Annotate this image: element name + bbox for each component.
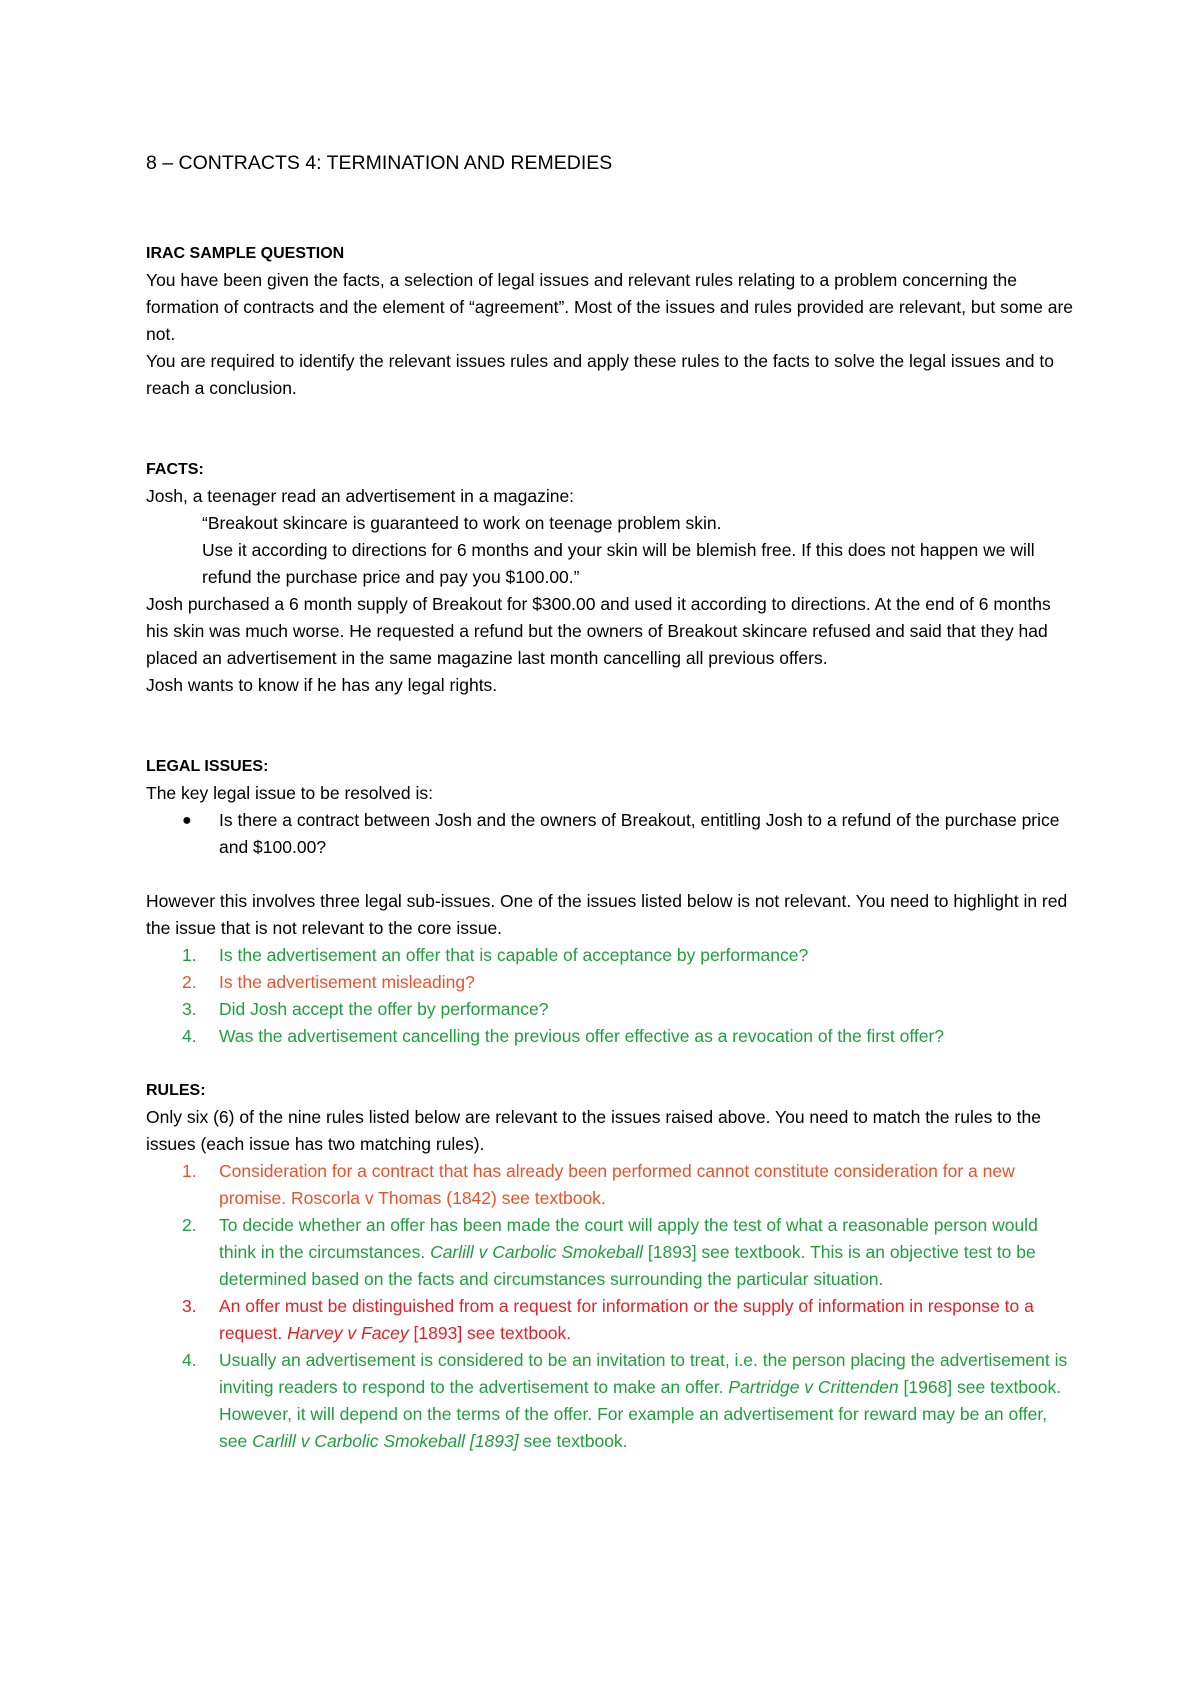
irac-paragraph-1: You have been given the facts, a selection of legal issues and relevant rules relating to a problem concerning the formation of contracts and the element of “agreement”. Most of the issues and rules provided are relevant, but some are not. [146, 270, 1074, 344]
spacer [146, 402, 1076, 456]
rules-list [146, 1158, 1076, 1455]
list-item [146, 1293, 1076, 1347]
sub-issue-text: Is the advertisement misleading? [219, 972, 475, 992]
facts-paragraph: Josh purchased a 6 month supply of Breakout for $300.00 and used it according to directions. At the end of 6 months his skin was much worse. He requested a refund but the owners of Breakout skincare refused and said that they had placed an advertisement in the same magazine last month cancelling all previous offers. [146, 594, 1051, 668]
facts-heading: FACTS: [146, 461, 204, 478]
list-item [146, 1347, 1076, 1455]
rule-text: Consideration for a contract that has already been performed cannot constitute consideration for a new promise. Roscorla v Thomas (1842) see textbook. [219, 1161, 1015, 1208]
rule-text: To decide whether an offer has been made the court will apply the test of what a reasonable person would think in the circumstances. [219, 1215, 1038, 1262]
item-number: 1. [182, 1161, 197, 1181]
key-issue-list [146, 807, 1076, 861]
rule-text: Usually an advertisement is considered to be an invitation to treat, i.e. the person placing the advertisement is inviting readers to respond to the advertisement to make an offer. [219, 1350, 1068, 1397]
facts-quote-line-2: Use it according to directions for 6 months and your skin will be blemish free. If this does not happen we will refund the purchase price and pay you $100.00.” [202, 540, 1035, 587]
sub-issue-text: Is the advertisement an offer that is capable of acceptance by performance? [219, 945, 809, 965]
list-item [146, 807, 1076, 861]
facts-last-line: Josh wants to know if he has any legal rights. [146, 675, 498, 695]
item-number: 1. [182, 945, 197, 965]
rule-text: [1893] see textbook. This is an objective test to be determined based on the facts and circumstances surrounding the particular situation. [219, 1242, 1036, 1289]
facts-intro: Josh, a teenager read an advertisement in a magazine: [146, 486, 575, 506]
document-page [146, 150, 1076, 1455]
item-number: 2. [182, 1215, 197, 1235]
sub-issue-list [146, 942, 1076, 1050]
list-item [146, 1212, 1076, 1293]
bullet-icon: ● [182, 812, 192, 829]
rule-text: An offer must be distinguished from a request for information or the supply of information in response to a request. [219, 1296, 1034, 1343]
case-name: Carlill v Carbolic Smokeball [1893] [252, 1431, 519, 1451]
sub-issue-text: Did Josh accept the offer by performance? [219, 999, 549, 1019]
legal-issues-intro: The key legal issue to be resolved is: [146, 783, 433, 803]
facts-quote-line-1: “Breakout skincare is guaranteed to work on teenage problem skin. [202, 513, 722, 533]
case-name: Carlill v Carbolic Smokeball [430, 1242, 644, 1262]
case-name: Partridge v Crittenden [728, 1377, 899, 1397]
sub-issue-text: Was the advertisement cancelling the previous offer effective as a revocation of the first offer? [219, 1026, 945, 1046]
case-name: Harvey v Facey [287, 1323, 409, 1343]
rule-text: see textbook. [518, 1431, 628, 1451]
item-number: 3. [182, 999, 197, 1019]
legal-issues-heading: LEGAL ISSUES: [146, 758, 269, 775]
key-issue-text: Is there a contract between Josh and the owners of Breakout, entitling Josh to a refund of the purchase price and $100.00? [219, 810, 1060, 857]
item-number: 2. [182, 972, 197, 992]
spacer [146, 699, 1076, 753]
list-item [146, 996, 1076, 1023]
rules-intro: Only six (6) of the nine rules listed below are relevant to the issues raised above. You need to match the rules to the issues (each issue has two matching rules). [146, 1107, 1041, 1154]
rule-text: [1968] see textbook. However, it will depend on the terms of the offer. For example an advertisement for reward may be an offer, see [219, 1377, 1062, 1451]
item-number: 4. [182, 1350, 197, 1370]
item-number: 3. [182, 1296, 197, 1316]
spacer [146, 1050, 1076, 1077]
spacer [146, 861, 1076, 888]
irac-heading: IRAC SAMPLE QUESTION [146, 245, 345, 262]
list-item [146, 942, 1076, 969]
list-item [146, 1023, 1076, 1050]
irac-paragraph-2: You are required to identify the relevant issues rules and apply these rules to the facts to solve the legal issues and to reach a conclusion. [146, 351, 1054, 398]
document-title: 8 – CONTRACTS 4: TERMINATION AND REMEDIES [146, 152, 613, 174]
rule-text: [1893] see textbook. [408, 1323, 572, 1343]
legal-issues-paragraph: However this involves three legal sub-issues. One of the issues listed below is not relevant. You need to highlight in red the issue that is not relevant to the core issue. [146, 891, 1068, 938]
list-item [146, 1158, 1076, 1212]
list-item [146, 969, 1076, 996]
rules-heading: RULES: [146, 1082, 206, 1099]
item-number: 4. [182, 1026, 197, 1046]
